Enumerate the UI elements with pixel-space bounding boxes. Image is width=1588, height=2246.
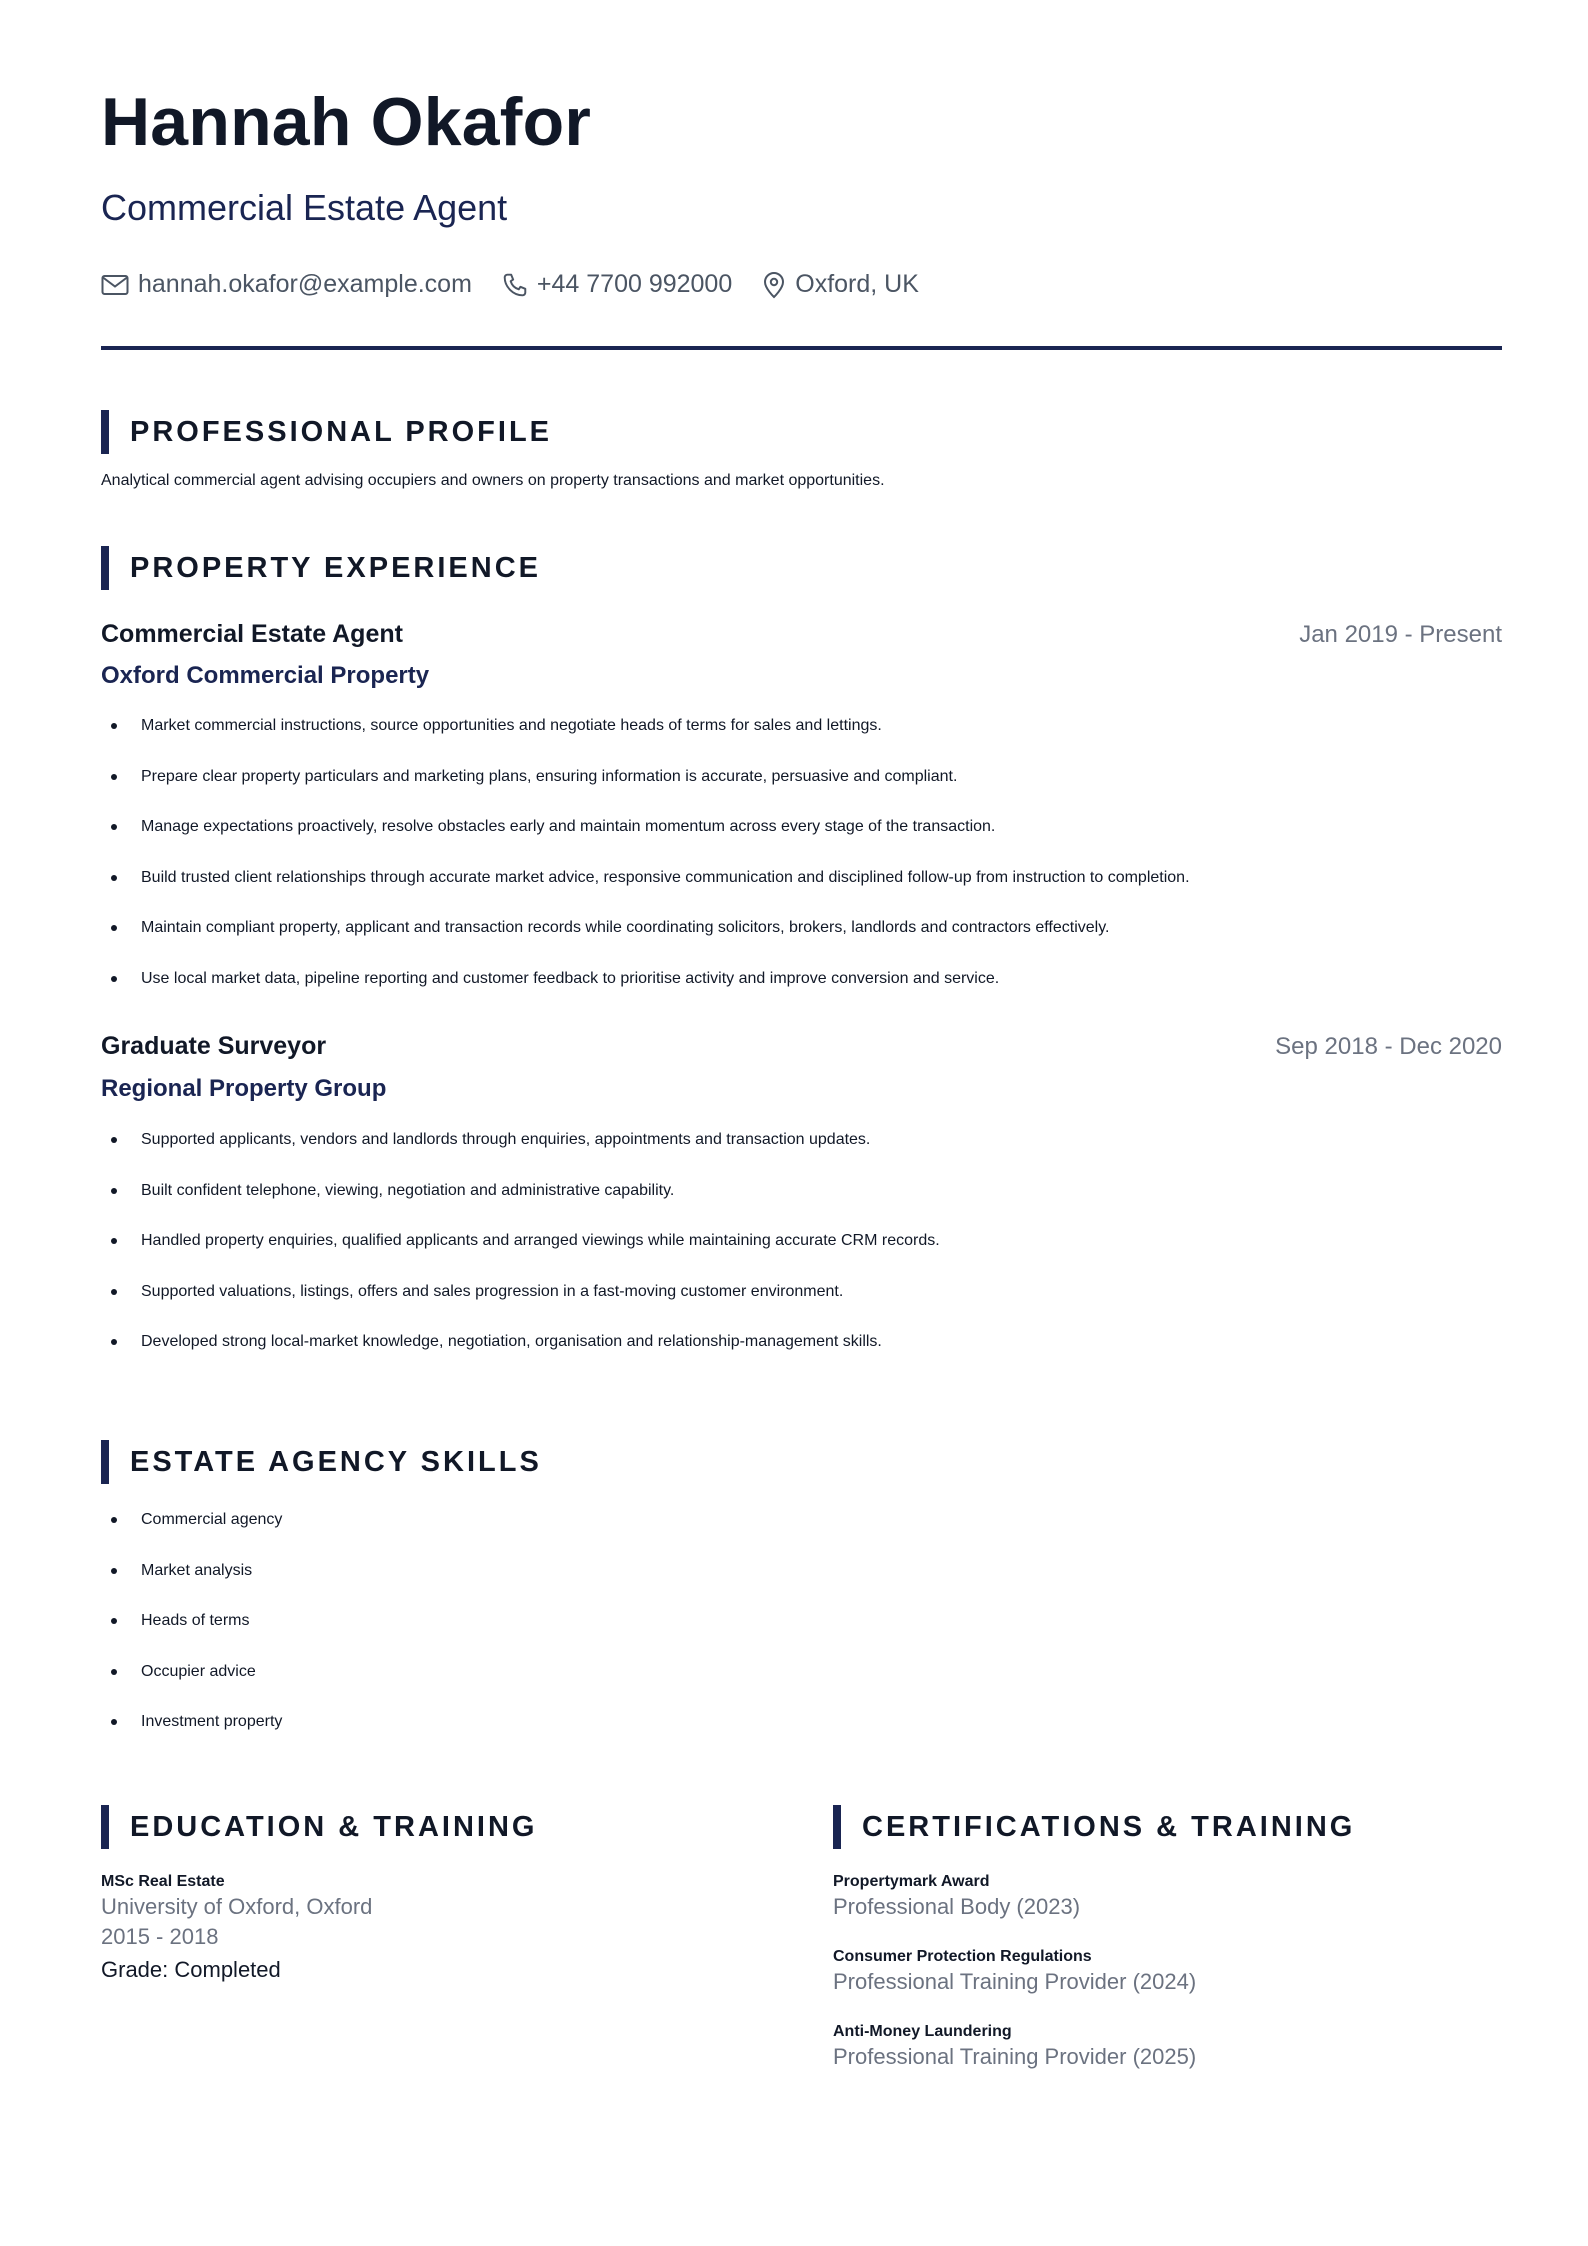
section-accent-bar — [833, 1805, 841, 1849]
section-heading-label: PROPERTY EXPERIENCE — [130, 551, 542, 584]
skills-list — [101, 1510, 282, 1763]
skill-item: Commercial agency — [101, 1510, 282, 1561]
candidate-title: Commercial Estate Agent — [101, 187, 508, 228]
list-item: Built confident telephone, viewing, negotiation and administrative capability. — [101, 1181, 940, 1232]
certification-item — [833, 1872, 1502, 1947]
list-item: Prepare clear property particulars and marketing plans, ensuring information is accurate, persuasive and compliant. — [101, 767, 1190, 818]
section-heading-label: PROFESSIONAL PROFILE — [130, 415, 553, 448]
section-heading-label: ESTATE AGENCY SKILLS — [130, 1445, 542, 1478]
mail-icon — [101, 274, 129, 296]
job-title: Commercial Estate Agent — [101, 620, 403, 648]
list-item: Supported applicants, vendors and landlords through enquiries, appointments and transaction updates. — [101, 1130, 940, 1181]
map-pin-icon — [762, 271, 786, 299]
education-dates: 2015 - 2018 — [101, 1924, 219, 1949]
section-heading-experience — [101, 546, 541, 590]
skill-item: Occupier advice — [101, 1662, 282, 1713]
education-grade: Grade: Completed — [101, 1957, 281, 1982]
section-heading-label: CERTIFICATIONS & TRAINING — [862, 1810, 1356, 1843]
contact-email[interactable] — [101, 270, 472, 299]
certification-item — [833, 2022, 1502, 2097]
job-title: Graduate Surveyor — [101, 1032, 327, 1060]
skill-item: Investment property — [101, 1712, 282, 1763]
section-heading-certifications — [833, 1805, 1355, 1849]
skill-item: Market analysis — [101, 1561, 282, 1612]
section-heading-profile — [101, 410, 552, 454]
certification-issuer: Professional Training Provider (2024) — [833, 1969, 1197, 1994]
certification-name: Anti-Money Laundering — [833, 2023, 1012, 2040]
list-item: Use local market data, pipeline reporting and customer feedback to prioritise activity and improve conversion and service. — [101, 969, 1190, 1020]
contact-phone[interactable] — [502, 270, 732, 299]
certifications-list — [833, 1872, 1502, 2097]
degree-name: MSc Real Estate — [101, 1873, 225, 1890]
education-entry — [101, 1872, 781, 1988]
section-heading-education — [101, 1805, 537, 1849]
certification-item — [833, 1947, 1502, 2022]
company-name: Regional Property Group — [101, 1075, 387, 1102]
profile-summary: Analytical commercial agent advising occupiers and owners on property transactions and market opportunities. — [101, 472, 885, 489]
certification-issuer: Professional Training Provider (2025) — [833, 2044, 1197, 2069]
email-text: hannah.okafor@example.com — [138, 270, 472, 298]
company-name: Oxford Commercial Property — [101, 662, 430, 689]
header-divider — [101, 346, 1502, 350]
contact-row — [101, 270, 949, 299]
job-dates: Sep 2018 - Dec 2020 — [1275, 1033, 1502, 1060]
list-item: Manage expectations proactively, resolve obstacles early and maintain momentum across every stage of the transaction. — [101, 817, 1190, 868]
location-text: Oxford, UK — [795, 270, 919, 298]
candidate-name: Hannah Okafor — [101, 84, 592, 160]
list-item: Handled property enquiries, qualified applicants and arranged viewings while maintaining accurate CRM records. — [101, 1231, 940, 1282]
section-heading-skills — [101, 1440, 542, 1484]
phone-text: +44 7700 992000 — [536, 270, 733, 298]
list-item: Supported valuations, listings, offers and sales progression in a fast-moving customer environment. — [101, 1282, 940, 1333]
section-accent-bar — [101, 546, 109, 590]
list-item: Developed strong local-market knowledge, negotiation, organisation and relationship-management skills. — [101, 1332, 940, 1383]
list-item: Build trusted client relationships through accurate market advice, responsive communication and disciplined follow-up from instruction to completion. — [101, 868, 1190, 919]
certification-name: Consumer Protection Regulations — [833, 1948, 1092, 1965]
section-accent-bar — [101, 1805, 109, 1849]
phone-icon — [502, 272, 528, 298]
section-accent-bar — [101, 1440, 109, 1484]
contact-location — [762, 270, 919, 299]
section-heading-label: EDUCATION & TRAINING — [130, 1810, 538, 1843]
list-item: Maintain compliant property, applicant and transaction records while coordinating solicitors, brokers, landlords and contractors effectively. — [101, 918, 1190, 969]
job-bullets — [101, 1130, 940, 1383]
certification-issuer: Professional Body (2023) — [833, 1894, 1081, 1919]
section-accent-bar — [101, 410, 109, 454]
skill-item: Heads of terms — [101, 1611, 282, 1662]
institution-name: University of Oxford, Oxford — [101, 1894, 373, 1919]
certification-name: Propertymark Award — [833, 1873, 990, 1890]
list-item: Market commercial instructions, source opportunities and negotiate heads of terms for sales and lettings. — [101, 716, 1190, 767]
job-dates: Jan 2019 - Present — [1299, 621, 1502, 648]
job-bullets — [101, 716, 1190, 1019]
